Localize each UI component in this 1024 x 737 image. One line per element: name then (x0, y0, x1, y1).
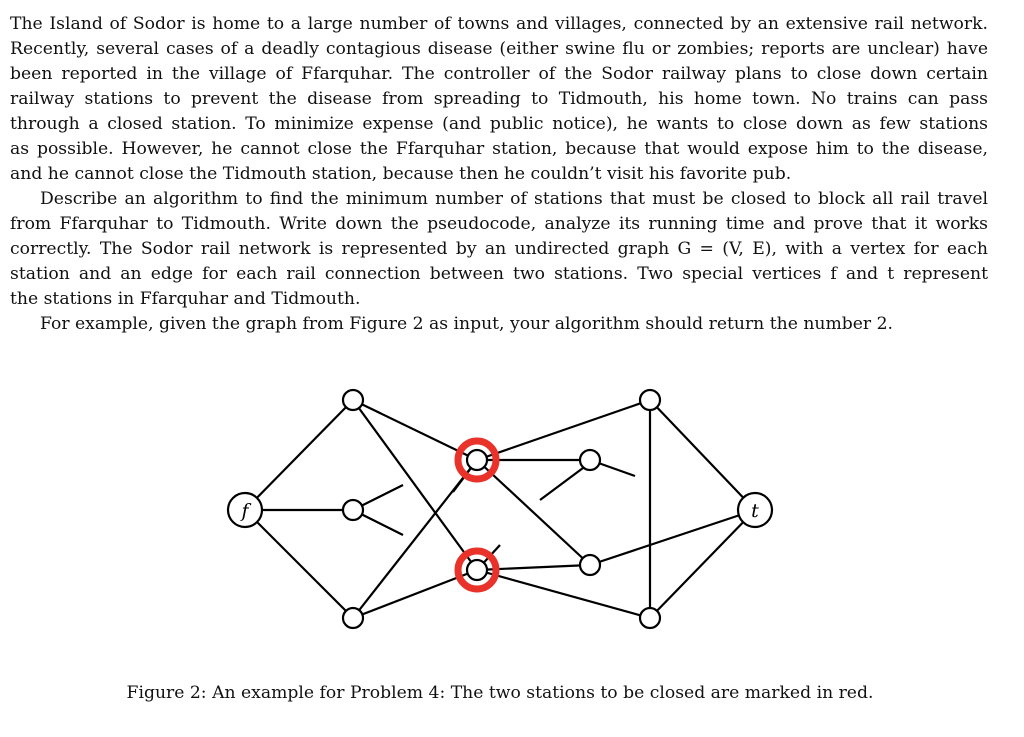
edge (590, 510, 755, 565)
text-line: the stations in Ffarquhar and Tidmouth. (10, 289, 361, 309)
paragraph-1 (10, 12, 988, 187)
graph-figure (210, 380, 810, 640)
text-line: Describe an algorithm to find the minimum number of stations that must be closed to block all rail travel (40, 189, 988, 209)
edge (245, 510, 353, 618)
figure-caption: Figure 2: An example for Problem 4: The two stations to be closed are marked in red. (126, 683, 874, 703)
rail-network-graph (210, 380, 810, 640)
source-label: f (241, 500, 249, 522)
graph-edges (245, 400, 755, 618)
paragraph-2 (10, 187, 988, 312)
problem-statement (10, 12, 988, 337)
station-vertex-closed (467, 560, 487, 580)
text-line: station and an edge for each rail connection between two stations. Two special vertices f and t represent (10, 264, 988, 284)
edge (650, 510, 755, 618)
station-vertex (343, 500, 363, 520)
edge (540, 468, 583, 500)
station-vertex (580, 450, 600, 470)
text-line: The Island of Sodor is home to a large number of towns and villages, connected by an extensive rail network. (10, 14, 988, 34)
station-vertex (640, 390, 660, 410)
station-vertex-closed (467, 450, 487, 470)
paragraph-3 (10, 312, 988, 337)
text-line: through a closed station. To minimize expense (and public notice), he wants to close down as few stations (10, 114, 988, 134)
edge (650, 400, 755, 510)
text-line: Recently, several cases of a deadly contagious disease (either swine flu or zombies; reports are unclear) have (10, 39, 988, 59)
text-line: For example, given the graph from Figure 2 as input, your algorithm should return the number 2. (40, 314, 894, 334)
edge (477, 570, 650, 618)
text-line: from Ffarquhar to Tidmouth. Write down the pseudocode, analyze its running time and prove that it works (10, 214, 988, 234)
text-line: been reported in the village of Ffarquhar. The controller of the Sodor railway plans to close down certain (10, 64, 988, 84)
text-line: and he cannot close the Tidmouth station, because then he couldn’t visit his favorite pub. (10, 164, 792, 184)
text-line: correctly. The Sodor rail network is represented by an undirected graph G = (V, E), with a vertex for each (10, 239, 988, 259)
edge (477, 400, 650, 460)
sink-label: t (751, 500, 759, 522)
station-vertex (343, 390, 363, 410)
station-vertex (343, 608, 363, 628)
edge (245, 400, 353, 510)
station-vertex (580, 555, 600, 575)
text-line: railway stations to prevent the disease from spreading to Tidmouth, his home town. No trains can pass (10, 89, 988, 109)
text-line: as possible. However, he cannot close the Ffarquhar station, because that would expose him to the disease, (10, 139, 988, 159)
station-vertex (640, 608, 660, 628)
